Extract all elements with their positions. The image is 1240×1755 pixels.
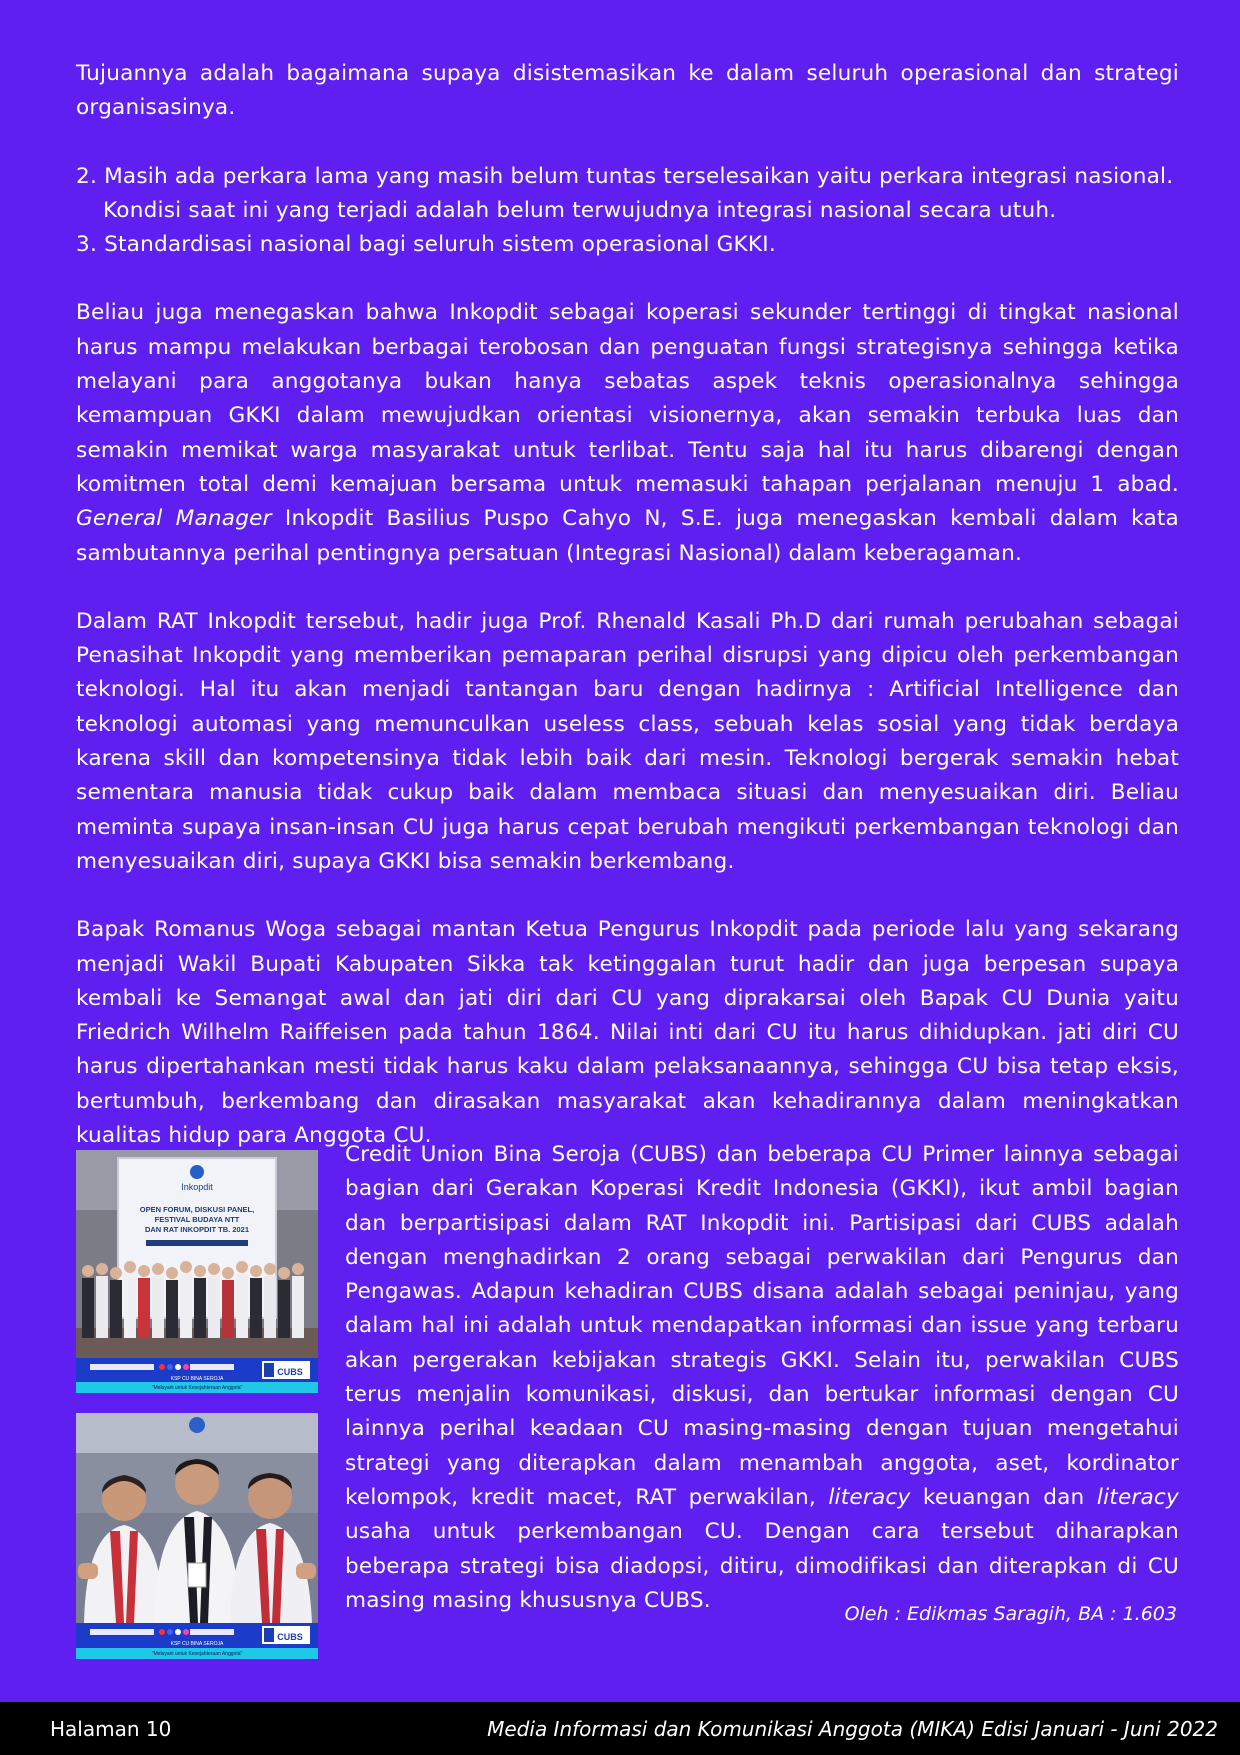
photo1-badge: CUBS (277, 1367, 303, 1377)
paragraph-3: Dalam RAT Inkopdit tersebut, hadir juga Prof. Rhenald Kasali Ph.D dari rumah perubahan sebagai Penasihat Inkopdit yang memberikan pemaparan perihal disrupsi yang dipicu oleh perkembangan teknologi. Hal itu akan menjadi tantangan baru dengan hadirnya : Artificial Intelligence dan teknologi automasi yang memunculkan useless class, sebuah kelas sosial yang tidak berdaya karena skill dan kompetensinya tidak lebih baik dari mesin. Teknologi bergerak semakin hebat sementara manusia tidak cukup baik dalam membaca situasi dan menyesuaikan diri. Beliau meminta supaya insan-insan CU juga harus cepat berubah mengikuti perkembangan teknologi dan menyesuaikan diri, supaya GKKI bisa semakin berkembang. (76, 608, 1179, 874)
page-number: Halaman 10 (50, 1717, 172, 1741)
banner-line-2: FESTIVAL BUDAYA NTT (154, 1215, 240, 1224)
paragraph-5-text-a: Credit Union Bina Seroja (CUBS) dan beberapa CU Primer lainnya sebagai bagian dari Gerakan Koperasi Kredit Indonesia (GKKI), ikut ambil bagian dan berpartisipasi dalam RAT Inkopdit ini. Partisipasi dari CUBS adalah dengan menghadirkan 2 orang sebagai perwakilan dari Pengurus dan Pengawas. Adapun kehadiran CUBS disana adalah sebagai peninjau, yang dalam hal ini adalah untuk mendapatkan informasi dan issue yang terbaru akan pergerakan kebijakan strategis GKKI. Selain itu, perwakilan CUBS terus menjalin komunikasi, diskusi, dan bertukar informasi dengan CU lainnya perihal keadaan CU masing-masing dengan tujuan mengetahui strategi yang diterapkan dalam menambah anggota, aset, kordinator kelompok, kredit macet, RAT perwakilan, (345, 1142, 1179, 1510)
paragraph-5-italic-2: literacy (1096, 1484, 1179, 1510)
banner-line-3: DAN RAT INKOPDIT TB. 2021 (144, 1225, 250, 1234)
photo2-badge: CUBS (277, 1632, 303, 1642)
photo1-caption-2: "Melayani untuk Kesejahteraan Anggota" (151, 1385, 243, 1391)
paragraph-5-text-b: keuangan dan (910, 1484, 1097, 1510)
paragraph-2-italic: General Manager (76, 506, 272, 532)
banner-brand: Inkopdit (181, 1182, 213, 1192)
list-item-3: 3. Standardisasi nasional bagi seluruh sistem operasional GKKI. (76, 232, 776, 258)
paragraph-5-italic-1: literacy (828, 1484, 911, 1510)
inkopdit-logo-icon (189, 1417, 205, 1433)
inkopdit-logo-icon (190, 1165, 204, 1179)
page-footer (0, 1702, 1240, 1755)
list-item-2: 2. Masih ada perkara lama yang masih belum tuntas terselesaikan yaitu perkara integrasi nasional. Kondisi saat ini yang terjadi adalah belum terwujudnya integrasi nasional secara utuh. (76, 163, 1174, 223)
paragraph-5-text-c: usaha untuk perkembangan CU. Dengan cara tersebut diharapkan beberapa strategi bisa diadopsi, ditiru, dimodifikasi dan diterapkan di CU masing masing khususnya CUBS. (345, 1519, 1179, 1613)
event-photo-trio (76, 1413, 318, 1659)
article-body (76, 57, 1179, 1153)
paragraph-1: Tujuannya adalah bagaimana supaya disistemasikan ke dalam seluruh operasional dan strategi organisasinya. (76, 61, 1179, 121)
photo2-caption-2: "Melayani untuk Kesejahteraan Anggota" (151, 1651, 243, 1657)
event-photo-group (76, 1150, 318, 1393)
publication-title: Media Informasi dan Komunikasi Anggota (MIKA) Edisi Januari - Juni 2022 (487, 1717, 1218, 1741)
paragraph-5 (345, 1138, 1179, 1618)
photo1-caption-1: KSP CU BINA SEROJA (170, 1376, 224, 1382)
photo2-caption-1: KSP CU BINA SEROJA (170, 1641, 224, 1647)
author-byline: Oleh : Edikmas Saragih, BA : 1.603 (844, 1603, 1177, 1625)
paragraph-2-text-a: Beliau juga menegaskan bahwa Inkopdit sebagai koperasi sekunder tertinggi di tingkat nasional harus mampu melakukan berbagai terobosan dan penguatan fungsi strategisnya sehingga ketika melayani para anggotanya bukan hanya sebatas aspek teknis operasionalnya sehingga kemampuan GKKI dalam mewujudkan orientasi visionernya, akan semakin terbuka luas dan semakin memikat warga masyarakat untuk terlibat. Tentu saja hal itu harus dibarengi dengan komitmen total demi kemajuan bersama untuk memasuki tahapan perjalanan menuju 1 abad. (76, 300, 1179, 497)
banner-line-1: OPEN FORUM, DISKUSI PANEL, (139, 1205, 255, 1214)
paragraph-2-text-b: Inkopdit Basilius Puspo Cahyo N, S.E. juga menegaskan kembali dalam kata sambutannya perihal pentingnya persatuan (Integrasi Nasional) dalam keberagaman. (76, 506, 1179, 566)
paragraph-2 (76, 296, 1179, 570)
cubs-logo-icon (264, 1363, 274, 1377)
cubs-logo-icon (264, 1628, 274, 1642)
paragraph-4: Bapak Romanus Woga sebagai mantan Ketua Pengurus Inkopdit pada periode lalu yang sekarang menjadi Wakil Bupati Kabupaten Sikka tak ketinggalan turut hadir dan juga berpesan supaya kembali ke Semangat awal dan jati diri dari CU yang diprakarsai oleh Bapak CU Dunia yaitu Friedrich Wilhelm Raiffeisen pada tahun 1864. Nilai inti dari CU itu harus dihidupkan. jati diri CU harus dipertahankan mesti tidak harus kaku dalam pelaksanaannya, sehingga CU bisa tetap eksis, bertumbuh, berkembang dan dirasakan masyarakat akan kehadirannya dalam meningkatkan kualitas hidup para Anggota CU. (76, 917, 1179, 1149)
